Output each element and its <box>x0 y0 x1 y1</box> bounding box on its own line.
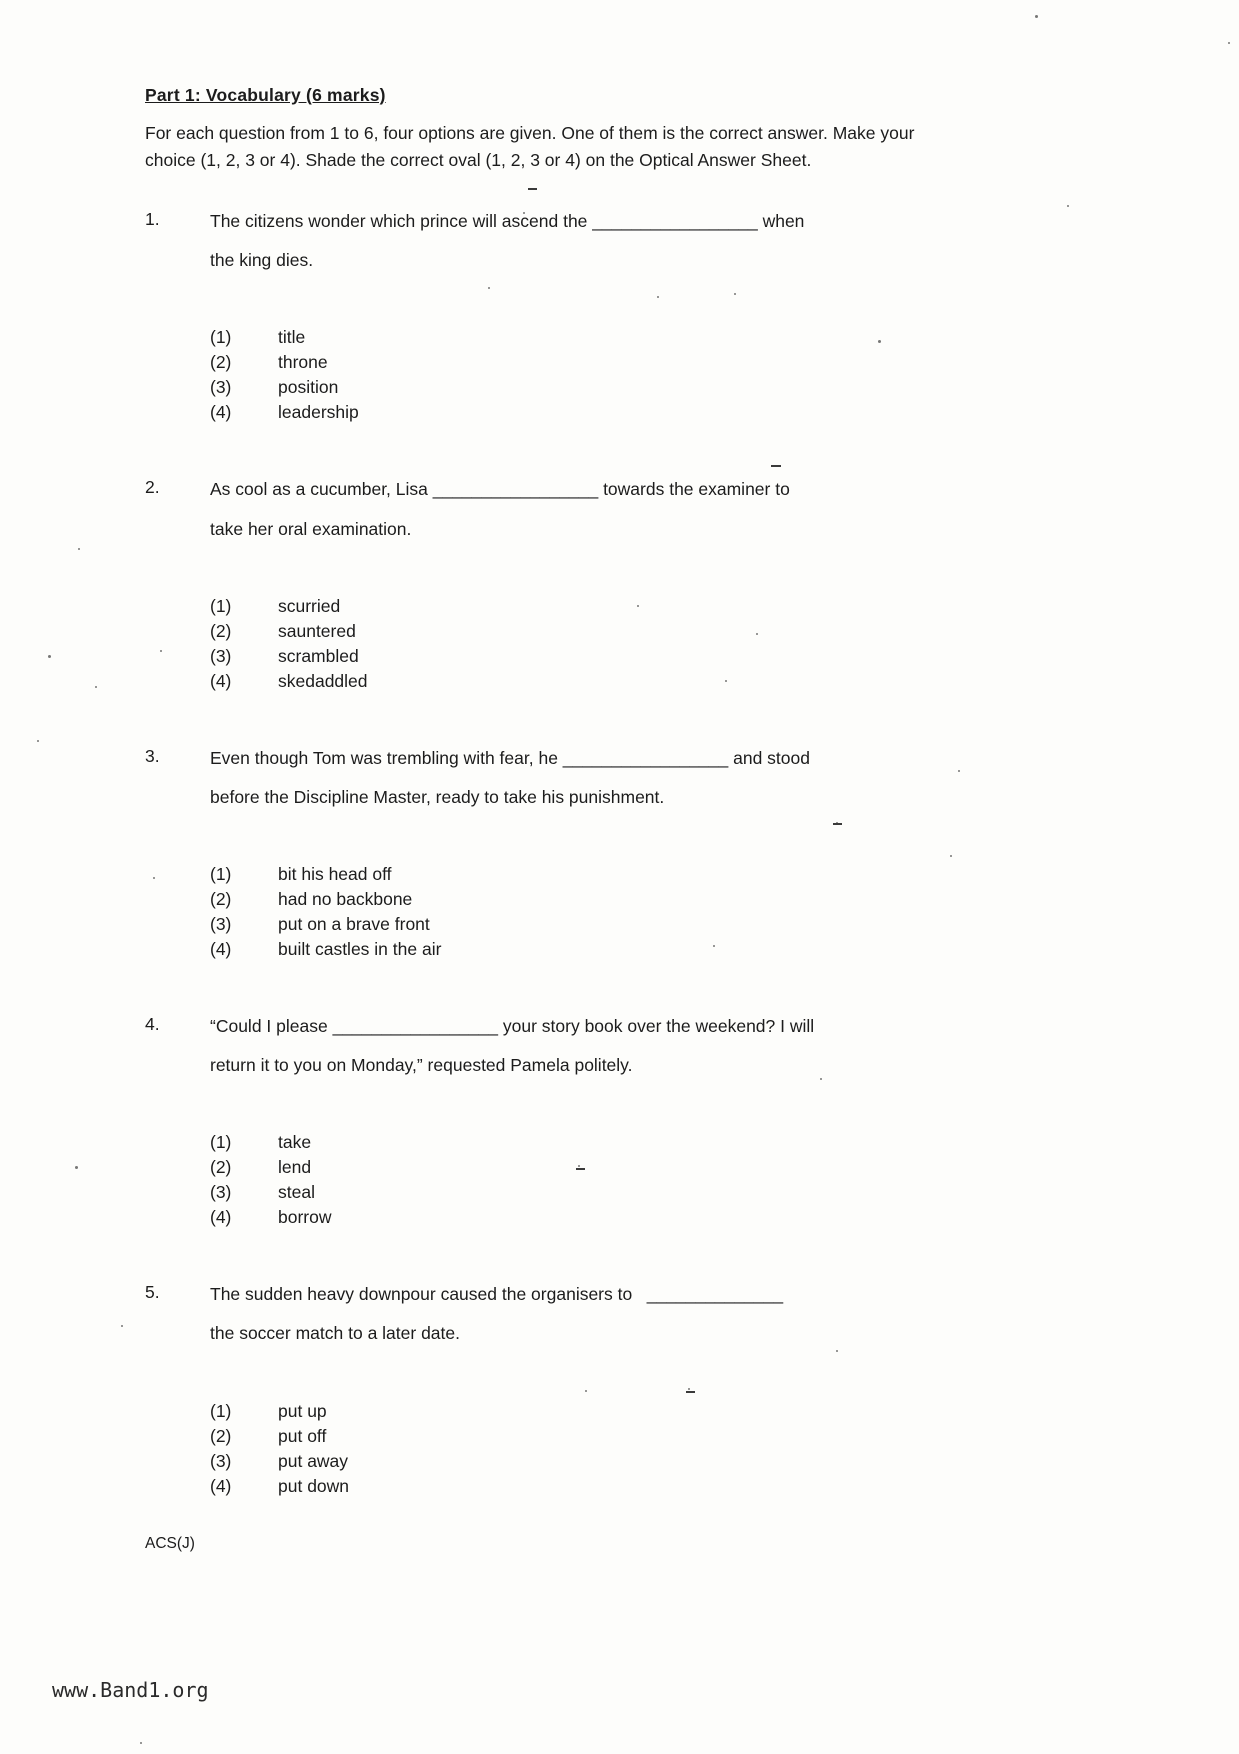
option-number: (3) <box>210 645 232 666</box>
question-text <box>210 1014 945 1092</box>
question-stem-line1: The sudden heavy downpour caused the organisers to ______________ <box>210 1284 784 1305</box>
option-number: (1) <box>210 595 232 616</box>
question-stem-line1: Even though Tom was trembling with fear, he _________________ and stood <box>210 747 810 768</box>
option-label: position <box>278 377 339 398</box>
option-label: put down <box>278 1475 350 1496</box>
option <box>210 400 945 425</box>
option-label: scrambled <box>278 645 359 666</box>
option-number: (3) <box>210 1450 232 1471</box>
question-5 <box>145 1282 945 1498</box>
option-number: (1) <box>210 1132 232 1153</box>
question-stem <box>145 746 945 824</box>
option-label: had no backbone <box>278 889 413 910</box>
question-stem-line2: the soccer match to a later date. <box>210 1323 460 1344</box>
option-number: (1) <box>210 864 232 885</box>
option-label: take <box>278 1132 312 1153</box>
question-text <box>210 477 945 555</box>
option <box>210 375 945 400</box>
option <box>210 862 945 887</box>
option-number: (2) <box>210 889 232 910</box>
option <box>210 644 945 669</box>
option-label: skedaddled <box>278 670 368 691</box>
options-list <box>210 862 945 962</box>
question-stem-line2: return it to you on Monday,” requested Pamela politely. <box>210 1055 633 1076</box>
option <box>210 1399 945 1424</box>
option-label: lend <box>278 1157 312 1178</box>
scan-speck <box>950 855 952 857</box>
option-number: (2) <box>210 620 232 641</box>
option-number: (4) <box>210 939 232 960</box>
question-1 <box>145 209 945 425</box>
option <box>210 594 945 619</box>
scan-speck <box>75 1166 78 1169</box>
option <box>210 1155 945 1180</box>
question-number: 2. <box>145 477 160 498</box>
question-stem-line2: take her oral examination. <box>210 518 412 539</box>
watermark-url: www.Band1.org <box>52 1678 209 1702</box>
option <box>210 1474 945 1499</box>
scan-speck <box>1035 15 1038 18</box>
option <box>210 1180 945 1205</box>
option <box>210 619 945 644</box>
option-label: bit his head off <box>278 864 392 885</box>
question-3 <box>145 746 945 962</box>
document-content <box>145 85 945 1553</box>
option <box>210 887 945 912</box>
question-text <box>210 1282 945 1360</box>
option <box>210 937 945 962</box>
option-label: leadership <box>278 402 359 423</box>
question-stem-line1: As cool as a cucumber, Lisa _________________ towards the examiner to <box>210 479 790 500</box>
option-number: (1) <box>210 1400 232 1421</box>
option <box>210 1205 945 1230</box>
option-label: title <box>278 327 306 348</box>
option-number: (3) <box>210 377 232 398</box>
option-number: (4) <box>210 670 232 691</box>
question-4 <box>145 1014 945 1230</box>
scan-speck <box>1228 42 1230 44</box>
question-stem <box>145 1282 945 1360</box>
scan-speck <box>37 740 39 742</box>
option-label: scurried <box>278 595 341 616</box>
option-number: (1) <box>210 327 232 348</box>
option-label: borrow <box>278 1207 332 1228</box>
scan-speck <box>95 686 97 688</box>
options-list <box>210 594 945 694</box>
option-number: (4) <box>210 402 232 423</box>
question-text <box>210 209 945 287</box>
school-code: ACS(J) <box>145 1534 195 1552</box>
option <box>210 1449 945 1474</box>
question-stem <box>145 209 945 287</box>
question-2 <box>145 477 945 693</box>
question-number: 4. <box>145 1014 160 1035</box>
question-number: 3. <box>145 745 160 766</box>
scan-speck <box>140 1742 142 1744</box>
options-list <box>210 325 945 425</box>
scan-speck <box>121 1325 123 1327</box>
option-number: (3) <box>210 1182 232 1203</box>
question-stem <box>145 1014 945 1092</box>
instructions-text: For each question from 1 to 6, four options are given. One of them is the correct answer. Make your choice (1, 2, 3 or 4). Shade the correct oval (1, 2, 3 or 4) on the Optical Answer Sheet. <box>145 123 915 170</box>
option-label: put off <box>278 1425 327 1446</box>
option-label: sauntered <box>278 620 356 641</box>
question-stem-line2: the king dies. <box>210 250 314 271</box>
option-label: put away <box>278 1450 349 1471</box>
scan-speck <box>78 548 80 550</box>
option <box>210 912 945 937</box>
option <box>210 1130 945 1155</box>
scan-speck <box>48 655 51 658</box>
question-stem-line1: “Could I please _________________ your story book over the weekend? I will <box>210 1016 815 1037</box>
option-number: (2) <box>210 1157 232 1178</box>
scan-speck <box>958 770 960 772</box>
option-number: (2) <box>210 1425 232 1446</box>
option-label: built castles in the air <box>278 939 442 960</box>
options-list <box>210 1399 945 1499</box>
question-number: 5. <box>145 1282 160 1303</box>
option <box>210 669 945 694</box>
option <box>210 1424 945 1449</box>
scan-speck <box>1067 205 1069 207</box>
question-text <box>210 746 945 824</box>
option <box>210 325 945 350</box>
section-title: Part 1: Vocabulary (6 marks) <box>145 85 386 105</box>
question-stem-line2: before the Discipline Master, ready to take his punishment. <box>210 786 665 807</box>
options-list <box>210 1130 945 1230</box>
option <box>210 350 945 375</box>
option-label: steal <box>278 1182 315 1203</box>
question-stem-line1: The citizens wonder which prince will ascend the _________________ when <box>210 211 805 232</box>
question-number: 1. <box>145 209 160 230</box>
option-label: put up <box>278 1400 327 1421</box>
option-number: (4) <box>210 1207 232 1228</box>
option-number: (3) <box>210 914 232 935</box>
option-number: (4) <box>210 1475 232 1496</box>
question-stem <box>145 477 945 555</box>
option-label: throne <box>278 352 328 373</box>
option-label: put on a brave front <box>278 914 430 935</box>
option-number: (2) <box>210 352 232 373</box>
